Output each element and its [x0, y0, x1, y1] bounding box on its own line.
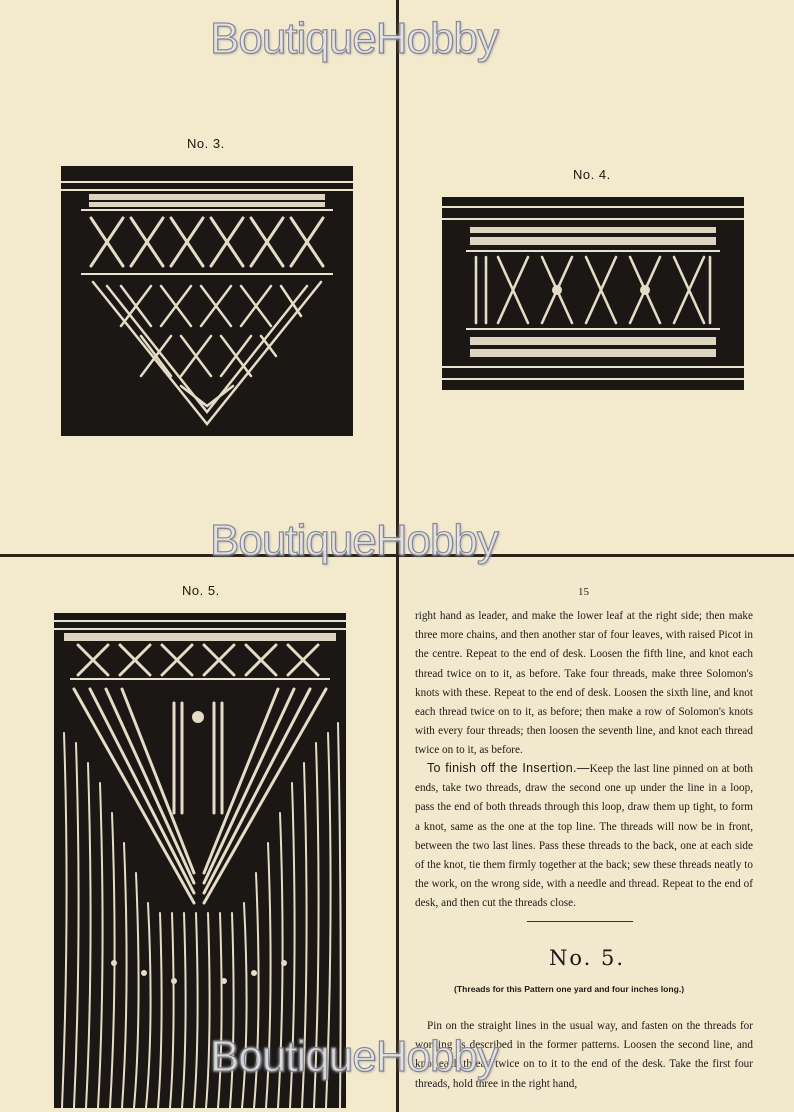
macrame-illustration-no3 [61, 166, 353, 436]
paragraph-lead-heading: To finish off the Insertion.— [427, 761, 590, 775]
paragraph-finish-insertion [415, 759, 753, 914]
paragraph-continuation: right hand as leader, and make the lower leaf at the right side; then make three more chains, and then another star of four leaves, with raised Picot in the centre. Repeat to the end of desk. Loosen the fifth line, and knot each thread twice on to it, as before. Take four threads, make three Solomon's knots with these. Repeat to the end of desk. Loosen the sixth line, and knot each thread twice on to it, as before; then make a row of Solomon's knots with every four threads; then loosen the seventh line, and knot each thread twice on to it, as before. [415, 610, 753, 757]
plate-label-no3: No. 3. [187, 136, 225, 151]
paragraph-finish-body: Keep the last line pinned on at both ends, take two threads, draw the second one up under the line in a loop, pass the end of both threads through this loop, draw them up tight, to form a knot, same as the one at the top line. The threads will now be in front, between the two last lines. Pass these threads to the back, one at each side of the knot, tie them firmly together at the back; sew these threads neatly to the work, on the wrong side, with a needle and thread. Repeat to the end of desk, and then cut the threads close. [415, 763, 753, 910]
section-rule [527, 921, 633, 922]
page-number: 15 [578, 586, 589, 598]
section-subtitle: (Threads for this Pattern one yard and four inches long.) [454, 984, 685, 994]
paragraph-pattern-no5: Pin on the straight lines in the usual way, and fasten on the threads for working as described in the former patterns. Loosen the second line, and knot each thread twice on to it to the end of the desk. Take the first four threads, hold three in the right hand, [415, 1020, 753, 1090]
plate-label-no5: No. 5. [182, 583, 220, 598]
plate-panel-no3 [0, 0, 396, 554]
watermark-bottom: BoutiqueHobby [210, 1032, 498, 1081]
plate-panel-no5 [0, 557, 396, 1112]
plate-panel-no4 [399, 0, 794, 554]
macrame-illustration-no4 [442, 197, 744, 390]
watermark-top: BoutiqueHobby [210, 14, 498, 63]
plate-label-no4: No. 4. [573, 167, 611, 182]
section-title: No. 5. [549, 946, 626, 970]
watermark-middle: BoutiqueHobby [210, 516, 498, 565]
